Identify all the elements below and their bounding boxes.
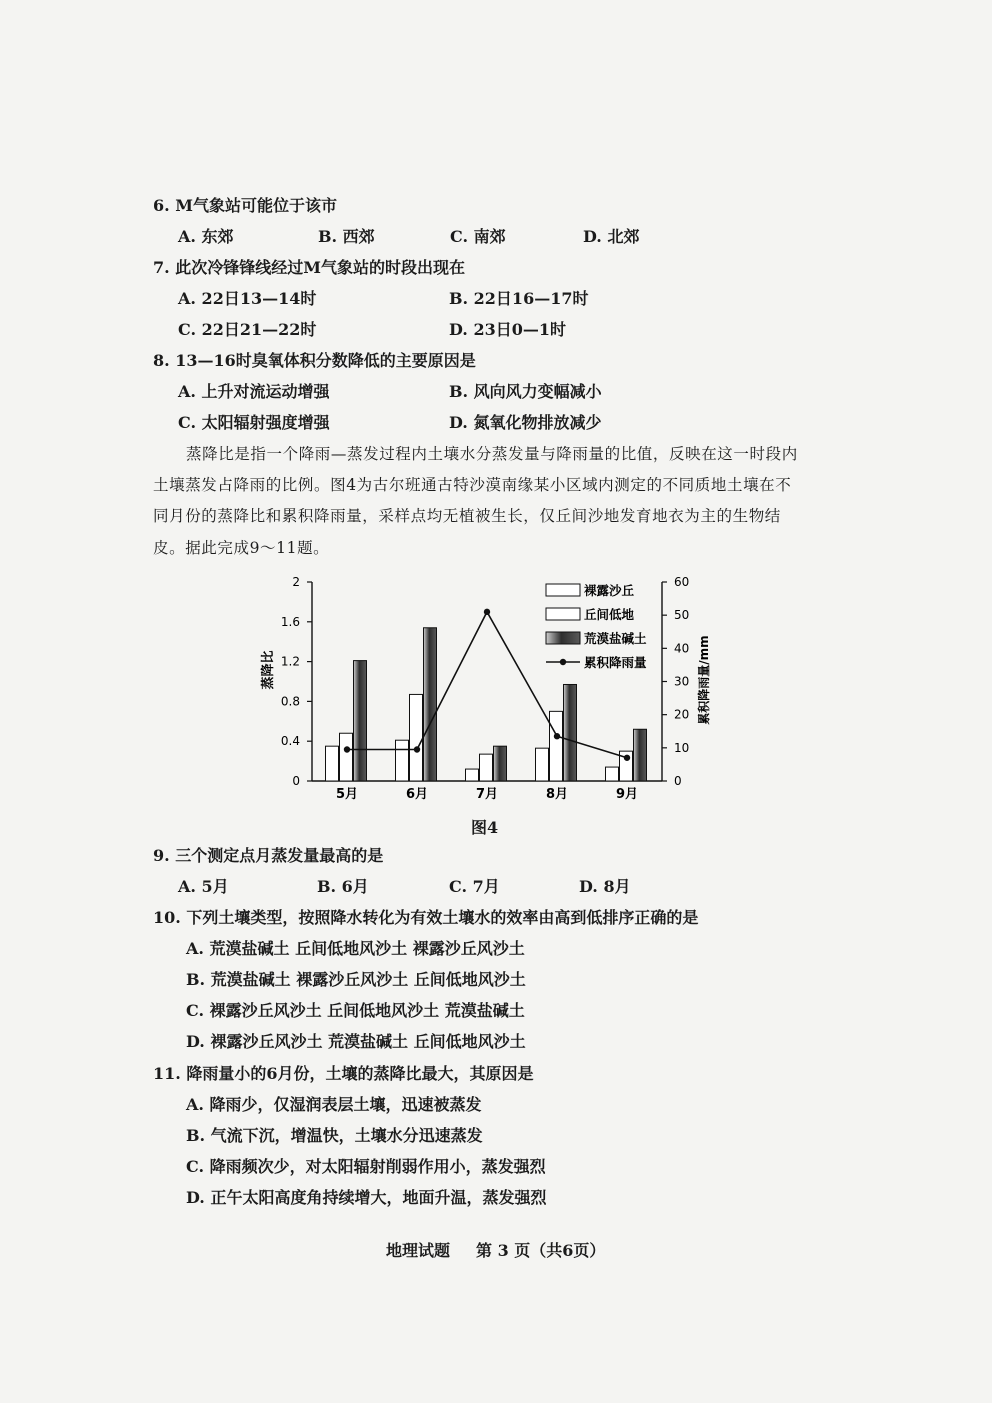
figure-4-chart <box>250 570 730 810</box>
bar-interdune-lowland <box>480 754 493 781</box>
q11-option-a[interactable]: A. 降雨少，仅湿润表层土壤，迅速被蒸发 <box>186 1095 482 1114</box>
bar-bare-dune <box>466 769 479 781</box>
q10-option-b[interactable]: B. 荒漠盐碱土 裸露沙丘风沙土 丘间低地风沙土 <box>186 970 526 989</box>
q8-option-d[interactable]: D. 氮氧化物排放减少 <box>449 413 602 432</box>
q8-stem: 8. 13—16时臭氧体积分数降低的主要原因是 <box>153 351 476 370</box>
bar-bare-dune <box>606 767 619 781</box>
q7-option-a[interactable]: A. 22日13—14时 <box>178 289 317 308</box>
legend-label: 裸露沙丘 <box>584 583 635 598</box>
page-footer <box>386 1238 631 1261</box>
left-tick-label: 0.4 <box>280 734 300 749</box>
q11-stem: 11. 降雨量小的6月份，土壤的蒸降比最大，其原因是 <box>153 1064 534 1083</box>
bar-interdune-lowland <box>340 733 353 781</box>
q7-option-c[interactable]: C. 22日21—22时 <box>178 320 317 339</box>
x-tick-label: 9月 <box>615 787 639 802</box>
bar-saline-soil <box>354 661 367 781</box>
right-tick-label: 20 <box>674 707 690 722</box>
bar-saline-soil <box>494 746 507 781</box>
intro-line-1: 蒸降比是指一个降雨—蒸发过程内土壤水分蒸发量与降雨量的比值，反映在这一时段内 <box>186 445 798 463</box>
q11-option-d[interactable]: D. 正午太阳高度角持续增大，地面升温，蒸发强烈 <box>186 1188 547 1207</box>
x-tick-label: 5月 <box>335 787 359 802</box>
q6-option-c[interactable]: C. 南郊 <box>450 227 506 246</box>
q8-option-c[interactable]: C. 太阳辐射强度增强 <box>178 413 330 432</box>
bar-saline-soil <box>634 729 647 781</box>
q9-stem: 9. 三个测定点月蒸发量最高的是 <box>153 846 384 865</box>
intro-line-2: 土壤蒸发占降雨的比例。图4为古尔班通古特沙漠南缘某小区域内测定的不同质地土壤在不 <box>153 476 792 494</box>
legend-label: 丘间低地 <box>584 607 635 622</box>
legend-swatch <box>546 584 580 596</box>
legend-label: 荒漠盐碱土 <box>584 631 647 646</box>
q10-option-c[interactable]: C. 裸露沙丘风沙土 丘间低地风沙土 荒漠盐碱土 <box>186 1001 525 1020</box>
left-tick-label: 1.6 <box>280 614 300 629</box>
bar-interdune-lowland <box>550 711 563 781</box>
footer-subject: 地理试题 <box>386 1241 451 1260</box>
q7-option-b[interactable]: B. 22日16—17时 <box>449 289 589 308</box>
left-tick-label: 2 <box>292 575 300 589</box>
q11-option-b[interactable]: B. 气流下沉，增温快，土壤水分迅速蒸发 <box>186 1126 483 1145</box>
intro-line-3: 同月份的蒸降比和累积降雨量，采样点均无植被生长，仅丘间沙地发育地衣为主的生物结 <box>153 507 781 525</box>
x-tick-label: 6月 <box>405 787 429 802</box>
legend-swatch <box>546 632 580 644</box>
bar-bare-dune <box>536 748 549 781</box>
left-tick-label: 0 <box>292 774 300 788</box>
rainfall-point <box>624 755 630 761</box>
q10-stem: 10. 下列土壤类型，按照降水转化为有效土壤水的效率由高到低排序正确的是 <box>153 908 699 927</box>
bar-bare-dune <box>396 740 409 781</box>
right-tick-label: 0 <box>674 774 682 788</box>
legend-line-marker <box>560 659 566 665</box>
bar-saline-soil <box>564 684 577 781</box>
right-tick-label: 60 <box>674 575 690 589</box>
figure-caption: 图4 <box>471 818 499 837</box>
bar-interdune-lowland <box>410 694 423 781</box>
q6-option-a[interactable]: A. 东郊 <box>178 227 234 246</box>
y-axis-label-right: 累积降雨量/mm <box>697 635 711 725</box>
q6-option-d[interactable]: D. 北郊 <box>583 227 640 246</box>
right-tick-label: 40 <box>674 641 690 656</box>
right-tick-label: 10 <box>674 740 690 755</box>
x-tick-label: 8月 <box>545 787 569 802</box>
rainfall-point <box>414 746 420 752</box>
right-tick-label: 50 <box>674 608 690 623</box>
q6-stem: 6. M气象站可能位于该市 <box>153 196 337 215</box>
rainfall-point <box>554 733 560 739</box>
y-axis-label: 蒸降比 <box>261 650 276 690</box>
q9-option-a[interactable]: A. 5月 <box>178 877 229 896</box>
rainfall-point <box>484 609 490 615</box>
q9-option-d[interactable]: D. 8月 <box>579 877 631 896</box>
q11-option-c[interactable]: C. 降雨频次少，对太阳辐射削弱作用小，蒸发强烈 <box>186 1157 546 1176</box>
footer-page-number: 第 3 页（共6页） <box>476 1241 606 1260</box>
q10-option-a[interactable]: A. 荒漠盐碱土 丘间低地风沙土 裸露沙丘风沙土 <box>186 939 525 958</box>
q9-option-c[interactable]: C. 7月 <box>449 877 500 896</box>
q9-option-b[interactable]: B. 6月 <box>317 877 369 896</box>
left-tick-label: 0.8 <box>280 694 300 709</box>
q6-option-b[interactable]: B. 西郊 <box>318 227 375 246</box>
bar-saline-soil <box>424 628 437 781</box>
intro-line-4: 皮。据此完成9～11题。 <box>153 539 330 557</box>
legend-swatch <box>546 608 580 620</box>
q10-option-d[interactable]: D. 裸露沙丘风沙土 荒漠盐碱土 丘间低地风沙土 <box>186 1032 526 1051</box>
legend-label: 累积降雨量 <box>584 655 647 670</box>
rainfall-point <box>344 746 350 752</box>
left-tick-label: 1.2 <box>280 654 300 669</box>
q7-stem: 7. 此次冷锋锋线经过M气象站的时段出现在 <box>153 258 465 277</box>
q8-option-a[interactable]: A. 上升对流运动增强 <box>178 382 330 401</box>
bar-bare-dune <box>326 746 339 781</box>
q7-option-d[interactable]: D. 23日0—1时 <box>449 320 566 339</box>
x-tick-label: 7月 <box>475 787 499 802</box>
q8-option-b[interactable]: B. 风向风力变幅减小 <box>449 382 602 401</box>
right-tick-label: 30 <box>674 674 690 689</box>
